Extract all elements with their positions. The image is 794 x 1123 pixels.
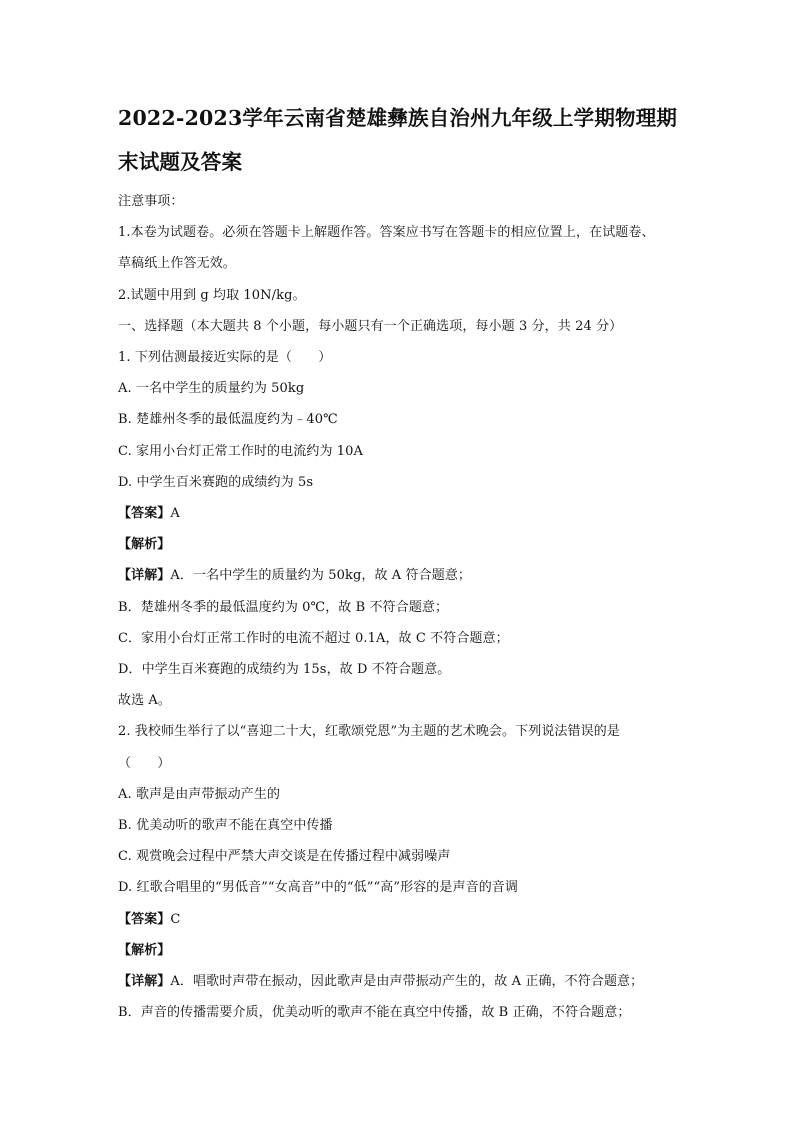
- notice-1-line-2: 草稿纸上作答无效。: [118, 256, 236, 272]
- notice-1-line-1: 1.本卷为试题卷。必须在答题卡上解题作答。答案应书写在答题卡的相应位置上，在试题卷、: [118, 225, 655, 241]
- q1-detail-d: D．中学生百米赛跑的成绩约为 15s，故 D 不符合题意。: [118, 662, 451, 678]
- notice-2: 2.试题中用到 g 均取 10N/kg。: [118, 287, 306, 303]
- document-page: [118, 96, 683, 1028]
- q1-option-d: D. 中学生百米赛跑的成绩约为 5s: [118, 474, 314, 490]
- q1-conclusion: 故选 A。: [118, 693, 172, 709]
- q2-detail-b: B．声音的传播需要介质，优美动听的歌声不能在真空中传播，故 B 正确，不符合题意；: [118, 1005, 631, 1021]
- q2-detail-tag: 【详解】: [118, 974, 171, 990]
- q1-detail-b: B．楚雄州冬季的最低温度约为 0℃，故 B 不符合题意；: [118, 599, 449, 615]
- q1-analysis-tag: 【解析】: [118, 537, 171, 553]
- q2-option-c: C. 观赏晚会过程中严禁大声交谈是在传播过程中减弱噪声: [118, 849, 451, 865]
- q1-detail-a-text: A．一名中学生的质量约为 50kg，故 A 符合题意；: [170, 568, 472, 584]
- q1-detail-c: C．家用小台灯正常工作时的电流不超过 0.1A，故 C 不符合题意；: [118, 630, 509, 646]
- document-title: [118, 96, 683, 184]
- question-1: [118, 342, 683, 716]
- q1-option-c: C. 家用小台灯正常工作时的电流约为 10A: [118, 443, 364, 459]
- question-2: [118, 716, 683, 1028]
- q2-option-b: B. 优美动听的歌声不能在真空中传播: [118, 818, 333, 834]
- q2-stem-line-1: 2. 我校师生举行了以“喜迎二十大，红歌颂党恩”为主题的艺术晚会。下列说法错误的是: [118, 724, 620, 740]
- q2-answer-tag: 【答案】: [118, 911, 171, 927]
- section-heading-choice: 一、选择题（本大题共 8 个小题，每小题只有一个正确选项，每小题 3 分，共 24 分）: [118, 318, 623, 334]
- notice-heading: 注意事项：: [118, 194, 184, 209]
- q1-answer-value: A: [170, 506, 180, 522]
- q1-stem: 1. 下列估测最接近实际的是（ ）: [118, 350, 332, 366]
- q1-detail-tag: 【详解】: [118, 568, 171, 584]
- q2-detail-a: [118, 966, 683, 997]
- q1-detail-a: [118, 560, 683, 591]
- q2-answer: [118, 904, 683, 935]
- q1-answer-tag: 【答案】: [118, 506, 171, 522]
- q2-option-a: A. 歌声是由声带振动产生的: [118, 786, 281, 802]
- title-line-1: 2022-2023学年云南省楚雄彝族自治州九年级上学期物理期: [118, 106, 678, 130]
- title-line-2: 末试题及答案: [118, 150, 243, 174]
- q1-option-a: A. 一名中学生的质量约为 50kg: [118, 381, 305, 397]
- q1-option-b: B. 楚雄州冬季的最低温度约为﹣40℃: [118, 412, 338, 428]
- q2-analysis-tag: 【解析】: [118, 942, 171, 958]
- q2-stem-line-2: （ ）: [118, 755, 171, 771]
- q1-answer: [118, 498, 683, 529]
- q2-answer-value: C: [170, 911, 181, 927]
- q2-detail-a-text: A．唱歌时声带在振动，因此歌声是由声带振动产生的，故 A 正确，不符合题意；: [170, 974, 644, 990]
- q2-option-d: D. 红歌合唱里的“男低音”“女高音”中的“低”“高”形容的是声音的音调: [118, 880, 518, 896]
